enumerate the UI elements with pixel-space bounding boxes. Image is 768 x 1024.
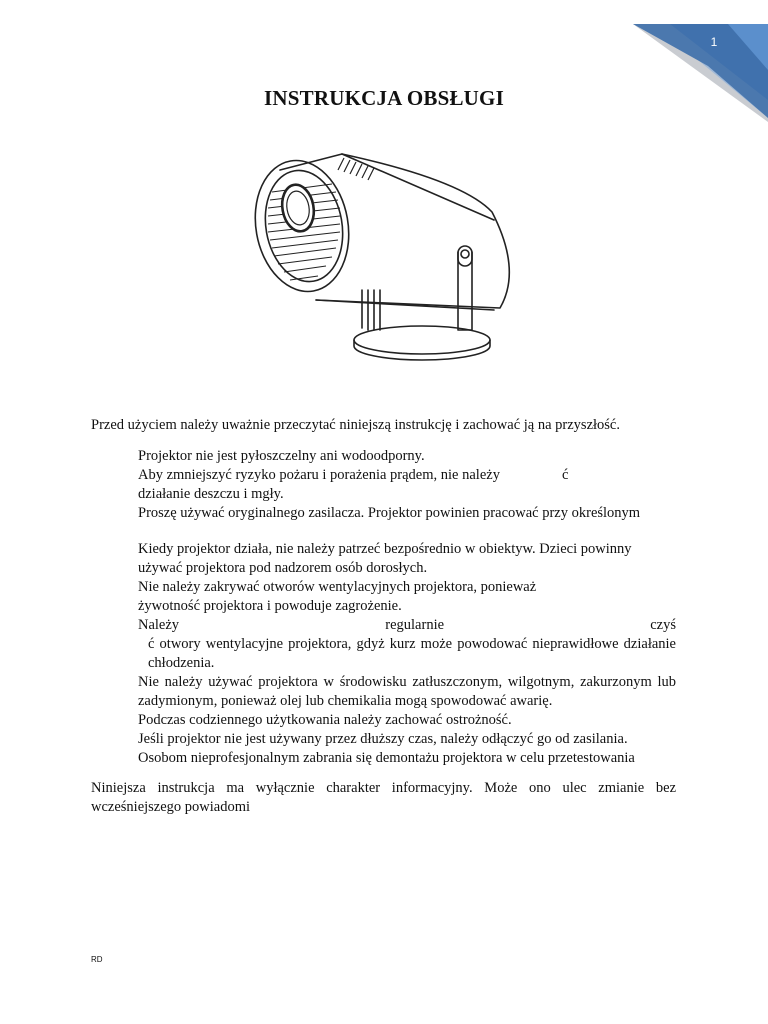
disclaimer-paragraph: Niniejsza instrukcja ma wyłącznie charakter informacyjny. Może ono ulec zmianie bez wcześniejszego powiadomi xyxy=(91,780,676,815)
projector-top-grille xyxy=(338,158,374,180)
rule-item-2-continuation: działanie deszczu i mgły. xyxy=(138,486,284,502)
page-title: INSTRUKCJA OBSŁUGI xyxy=(264,86,504,110)
intro-paragraph: Przed użyciem należy uważnie przeczytać niniejszą instrukcję i zachować ją na przyszłość. xyxy=(91,417,620,433)
rule-item-5-line-2: żywotność projektora i powoduje zagrożenie. xyxy=(138,598,402,614)
rule-item-8: Podczas codziennego użytkowania należy zachować ostrożność. xyxy=(138,712,512,728)
rule-item-10: Osobom nieprofesjonalnym zabrania się demontażu projektora w celu przetestowania xyxy=(138,750,635,766)
rule-item-2-text: Aby zmniejszyć ryzyko pożaru i porażenia prądem, nie należy xyxy=(138,467,500,483)
rule-item-2 xyxy=(138,466,676,504)
page-number: 1 xyxy=(710,35,718,49)
rule-item-6-continuation: ć otwory wentylacyjne projektora, gdyż kurz może powodować nieprawidłowe działanie chłodzenia. xyxy=(148,636,676,671)
footer-initials: RD xyxy=(91,955,103,964)
rule-item-9: Jeśli projektor nie jest używany przez dłuższy czas, należy odłączyć go od zasilania. xyxy=(138,731,628,747)
rule-item-5 xyxy=(138,578,676,616)
projector-illustration xyxy=(232,140,552,370)
rule-item-6 xyxy=(138,616,676,673)
rule-item-6-text: Należy regularnie czyś xyxy=(138,617,676,633)
safety-rules-list xyxy=(138,447,676,768)
rule-item-2-fragment: ć xyxy=(561,467,569,483)
rule-item-3: Proszę używać oryginalnego zasilacza. Projektor powinien pracować przy określonym xyxy=(138,505,641,521)
rule-item-7: Nie należy używać projektora w środowisku zatłuszczonym, wilgotnym, zakurzonym lub zadymionym, ponieważ olej lub chemikalia mogą spowodować awarię. xyxy=(138,674,676,709)
projector-hinge xyxy=(458,246,472,266)
rule-item-1: Projektor nie jest pyłoszczelny ani wodoodporny. xyxy=(138,448,425,464)
rule-item-4-line-2: używać projektora pod nadzorem osób dorosłych. xyxy=(138,560,428,576)
rule-item-5-line-1: Nie należy zakrywać otworów wentylacyjnych projektora, ponieważ xyxy=(138,579,537,595)
projector-stand xyxy=(362,290,380,330)
rule-item-4 xyxy=(138,540,676,578)
rule-item-4-line-1: Kiedy projektor działa, nie należy patrzeć bezpośrednio w obiektyw. Dzieci powinny xyxy=(138,541,632,557)
